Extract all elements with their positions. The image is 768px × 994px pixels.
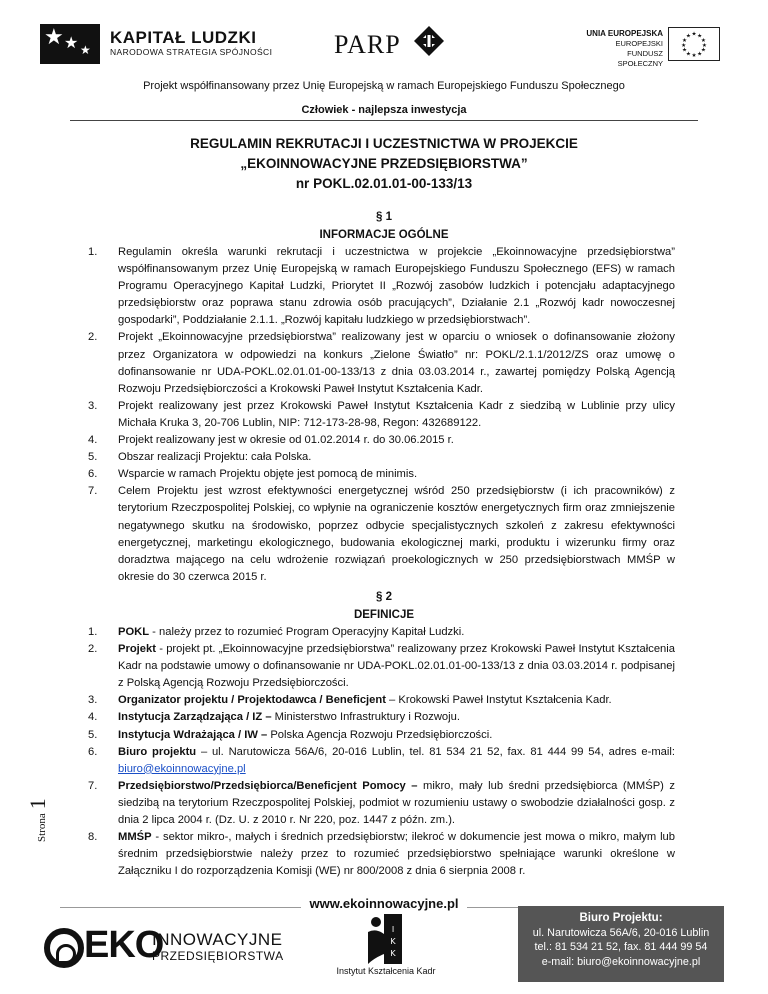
page-digit: 1 (25, 798, 50, 810)
svg-text:★: ★ (697, 51, 703, 58)
kapital-ludzki-title: KAPITAŁ LUDZKI (110, 28, 257, 47)
ikk-caption: Instytut Kształcenia Kadr (336, 966, 436, 976)
item-text: Projekt realizowany jest przez Krokowski Paweł Instytut Kształcenia Kadr z siedzibą w Lublinie przy ulicy Michała Kruka 3, 20-706 Lublin, NIP: 712-173-28-98, Regon: 432689122. (118, 399, 675, 429)
svg-text:K: K (390, 937, 396, 946)
item-text: Obszar realizacji Projektu: cała Polska. (118, 451, 312, 464)
definition-text: Ministerstwo Infrastruktury i Rozwoju. (271, 711, 460, 724)
item-number: 6. (88, 745, 98, 758)
page-word: Strona (36, 813, 48, 842)
svg-text:★: ★ (700, 47, 706, 54)
section-1-heading (0, 209, 768, 244)
list-item (88, 449, 675, 466)
title-line-2: „EKOINNOWACYJNE PRZEDSIĘBIORSTWA” (240, 156, 528, 171)
definition-item (88, 744, 675, 778)
svg-text:★: ★ (697, 33, 703, 40)
eko-logo-icon (44, 928, 84, 968)
definition-text: – Krokowski Paweł Instytut Kształcenia Kadr. (385, 694, 612, 707)
definition-item (88, 829, 675, 880)
page-number (25, 782, 65, 842)
definition-term: POKL (118, 626, 150, 638)
parp-logo-icon (413, 25, 445, 57)
item-number: 8. (88, 831, 98, 844)
section-2-heading (0, 589, 768, 624)
definition-item (88, 692, 675, 709)
definition-text: – ul. Narutowicza 56A/6, 20-016 Lublin, tel. 81 534 21 52, fax. 81 444 99 54, adres e-mail: (196, 745, 675, 758)
eu-label-line2: EUROPEJSKI (615, 39, 663, 48)
cofinancing-line: Projekt współfinansowany przez Unię Europejską w ramach Europejskiego Funduszu Społecznego (143, 80, 625, 92)
project-office-phone: tel.: 81 534 21 52, fax. 81 444 99 54 (534, 941, 708, 953)
section-1-list (88, 244, 675, 586)
ikk-logo-icon (366, 914, 402, 964)
item-number: 6. (88, 468, 98, 481)
footer-url-text[interactable]: www.ekoinnowacyjne.pl (301, 896, 466, 911)
definition-term: Instytucja Wdrażająca / IW – (118, 728, 268, 741)
item-text: Celem Projektu jest wzrost efektywności energetycznej wśród 250 przedsiębiorstw (i ich pracowników) z terytorium Rzeczpospolitej Polskiej, co wpłynie na ograniczenie kosztów energetycznych firm oraz zmniejszenie negatywnego skutku na środowisko, poprzez odbycie specjalistycznych szkoleń z zakresu efektywności energetycznej, marketingu ekologicznego, budowania ekologicznej marki, produktu i wizerunku firmy oraz doradztwa mającego na celu wdrożenie rozwiązań proekologicznych w 250 przedsiębiorstwach MMŚP w okresie do 30 czerwca 2015 r. (118, 485, 675, 583)
definition-term: Przedsiębiorstwo/Przedsiębiorca/Beneficjent Pomocy – (118, 779, 418, 792)
title-line-3: nr POKL.02.01.01-00-133/13 (295, 176, 473, 191)
svg-text:★: ★ (685, 51, 691, 58)
page-header (0, 0, 768, 120)
definition-text: Polska Agencja Rozwoju Przedsiębiorczości. (267, 728, 493, 741)
list-item (88, 398, 675, 432)
item-text: Regulamin określa warunki rekrutacji i uczestnictwa w projekcie „Ekoinnowacyjne przedsiębiorstwa” współfinansowanym przez Unię Europejską w ramach Europejskiego Funduszu Społecznego (EFS) w ramach Programu Operacyjnego Kapitał Ludzki, Priorytet II „Rozwój zasobów ludzkich i potencjału adaptacyjnego przedsiębiorstw oraz poprawa stanu zdrowia osób pracujących”, Działanie 2.1 „Rozwój kadr nowoczesnej gospodarki”, Poddziałanie 2.1.1. „Rozwój kapitału ludzkiego w przedsiębiorstwach”. (118, 246, 675, 327)
svg-text:★: ★ (691, 53, 697, 60)
item-number: 5. (88, 451, 98, 464)
item-number: 3. (88, 399, 98, 412)
item-number: 2. (88, 643, 98, 656)
project-office-title: Biuro Projektu: (579, 912, 663, 924)
eko-logo-przedsiebiorstwa: PRZEDSIĘBIORSTWA (152, 949, 284, 963)
section-1-title: INFORMACJE OGÓLNE (319, 228, 449, 241)
list-item (88, 466, 675, 483)
svg-text:★: ★ (691, 31, 697, 38)
list-item (88, 244, 675, 329)
list-item (88, 483, 675, 586)
definition-item (88, 641, 675, 692)
svg-text:★: ★ (681, 42, 687, 49)
item-number: 7. (88, 779, 98, 792)
eu-label-line1: UNIA EUROPEJSKA (586, 29, 663, 38)
item-number: 7. (88, 485, 98, 498)
section-2-number: § 2 (376, 591, 392, 603)
definition-term: Projekt (118, 643, 156, 656)
eu-label-line3: FUNDUSZ SPOŁECZNY (617, 49, 663, 68)
project-office-email: e-mail: biuro@ekoinnowacyjne.pl (541, 955, 701, 968)
svg-text:K: K (390, 949, 396, 958)
definition-text: mikro, mały lub średni przedsiębiorca (MMŚP) z siedzibą na terytorium Rzeczpospolitej Polskiej, podmiot w rozumieniu ustawy o swobodzie działalności gosp. z dnia 2 lipca 2004 r. (Dz. U. z 2010 r. Nr 220, poz. 1447 z późn. zm.). (118, 779, 675, 827)
item-text: Projekt realizowany jest w okresie od 01.02.2014 r. do 30.06.2015 r. (118, 434, 454, 447)
definition-term: MMŚP (118, 831, 152, 844)
item-number: 3. (88, 694, 98, 707)
kapital-ludzki-logo-icon: ★ ★ ★ (40, 24, 100, 64)
definition-item (88, 727, 675, 744)
definition-text: - należy przez to rozumieć Program Operacyjny Kapitał Ludzki. (149, 626, 465, 638)
definition-term: Instytucja Zarządzająca / IZ – (118, 711, 272, 724)
project-office-address: ul. Narutowicza 56A/6, 20-016 Lublin (532, 926, 710, 939)
eu-flag-icon (668, 27, 720, 61)
section-1-number: § 1 (376, 211, 392, 223)
item-number: 2. (88, 331, 98, 344)
list-item (88, 329, 675, 397)
eko-logo-innowacyjne: INNOWACYJNE (152, 930, 283, 949)
eko-logo-text: EKO (84, 924, 164, 966)
header-divider (70, 120, 698, 121)
title-line-1: REGULAMIN REKRUTACJI I UCZESTNICTWA W PROJEKCIE (190, 136, 578, 151)
kapital-ludzki-subtitle: NARODOWA STRATEGIA SPÓJNOŚCI (110, 47, 273, 57)
definition-text: - projekt pt. „Ekoinnowacyjne przedsiębiorstwa” realizowany przez Krokowski Paweł Instytut Kształcenia Kadr na podstawie umowy o dofinansowanie nr UDA-POKL.02.01.01-00-133/13 z dnia 03.03.2014 r. podpisanej z Polską Agencją Rozwoju Przedsiębiorczości. (118, 643, 675, 690)
item-number: 5. (88, 728, 98, 741)
document-title (0, 134, 768, 194)
definition-item (88, 778, 675, 829)
svg-text:★: ★ (701, 42, 707, 49)
definition-term: Organizator projektu / Projektodawca / Beneficjent (118, 694, 386, 707)
tagline: Człowiek - najlepsza inwestycja (301, 104, 467, 116)
project-office-box (518, 906, 724, 982)
item-text: Projekt „Ekoinnowacyjne przedsiębiorstwa” realizowany jest w oparciu o wniosek o dofinansowanie złożony przez Organizatora w odpowiedzi na konkurs „Zielone Światło” nr: POKL/2.1.1/2012/ZS oraz umowę o dofinansowanie nr UDA-POKL.02.01.01-00-133/13 z dnia 03.03.2014 r., zawartej pomiędzy Polską Agencją Rozwoju Przedsiębiorczości a Krokowski Paweł Instytut Kształcenia Kadr. (118, 331, 675, 395)
svg-text:★: ★ (685, 33, 691, 40)
definition-item (88, 624, 675, 641)
item-number: 4. (88, 434, 98, 447)
item-text: Wsparcie w ramach Projektu objęte jest pomocą de minimis. (118, 468, 418, 481)
item-number: 1. (88, 626, 98, 638)
item-number: 1. (88, 246, 98, 258)
definition-item (88, 709, 675, 726)
item-number: 4. (88, 711, 98, 724)
svg-text:★: ★ (700, 38, 706, 45)
svg-text:★: ★ (682, 38, 688, 45)
svg-text:I: I (391, 925, 395, 934)
section-2-list (88, 624, 675, 880)
definition-term: Biuro projektu (118, 745, 197, 758)
list-item (88, 432, 675, 449)
definition-text: - sektor mikro-, małych i średnich przedsiębiorstw; ilekroć w dokumencie jest mowa o mikro, małym lub średnim przedsiębiorstwie należy przez to rozumieć przedsiębiorstwo spełniające warunki określone w Załączniku I do rozporządzenia Komisji (WE) nr 800/2008 z dnia 6 sierpnia 2008 r. (118, 831, 675, 878)
section-2-title: DEFINICJE (353, 608, 415, 621)
parp-logo-text: PARP (334, 30, 401, 59)
eu-label (585, 29, 663, 69)
svg-text:★: ★ (682, 47, 688, 54)
email-link[interactable]: biuro@ekoinnowacyjne.pl (118, 762, 246, 775)
